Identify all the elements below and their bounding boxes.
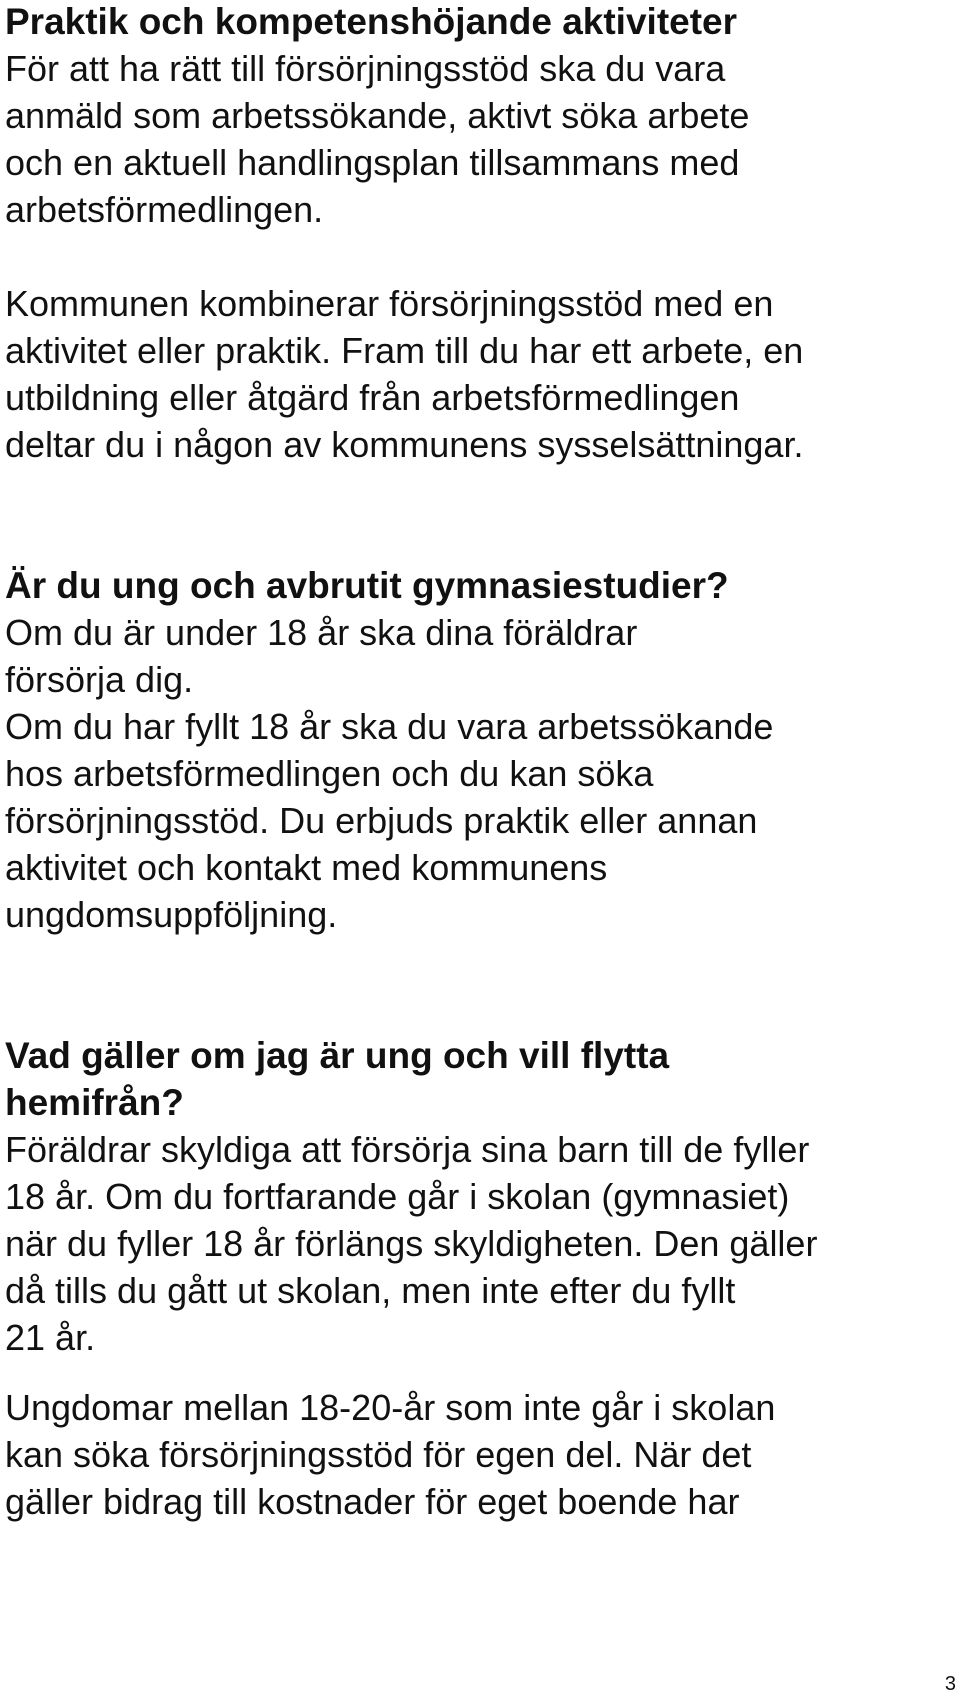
text-line: aktivitet eller praktik. Fram till du har ett arbete, en <box>5 330 804 371</box>
spacer <box>5 233 950 280</box>
heading-line: hemifrån? <box>5 1082 184 1123</box>
text-line: Ungdomar mellan 18-20-år som inte går i skolan <box>5 1387 776 1428</box>
section-heading-ung-avbrutit: Är du ung och avbrutit gymnasiestudier? <box>5 565 729 606</box>
text-line: Kommunen kombinerar försörjningsstöd med en <box>5 283 774 324</box>
section-heading-praktik: Praktik och kompetenshöjande aktiviteter <box>5 1 738 42</box>
text-line: deltar du i någon av kommunens sysselsättningar. <box>5 424 804 465</box>
document-content <box>5 0 950 1525</box>
paragraph-kommunen-kombinerar <box>5 280 950 468</box>
text-line: och en aktuell handlingsplan tillsammans med <box>5 142 740 183</box>
section-heading-flytta-hemifran <box>5 1032 950 1126</box>
spacer <box>5 1361 950 1384</box>
text-line: Om du är under 18 år ska dina föräldrar <box>5 612 638 653</box>
text-line: då tills du gått ut skolan, men inte efter du fyllt <box>5 1270 736 1311</box>
text-line: kan söka försörjningsstöd för egen del. När det <box>5 1434 752 1475</box>
text-line: när du fyller 18 år förlängs skyldigheten. Den gäller <box>5 1223 818 1264</box>
text-line: ungdomsuppföljning. <box>5 894 338 935</box>
paragraph-forsorjningsstod-villkor <box>5 45 950 233</box>
paragraph-ung-avbrutit <box>5 609 950 938</box>
text-line: försörja dig. <box>5 659 194 700</box>
page-number: 3 <box>944 1673 956 1695</box>
text-line: arbetsförmedlingen. <box>5 189 324 230</box>
text-line: anmäld som arbetssökande, aktivt söka arbete <box>5 95 750 136</box>
paragraph-foraldrar-skyldiga <box>5 1126 950 1361</box>
spacer <box>5 468 950 562</box>
text-line: aktivitet och kontakt med kommunens <box>5 847 608 888</box>
text-line: Föräldrar skyldiga att försörja sina barn till de fyller <box>5 1129 810 1170</box>
text-line: Om du har fyllt 18 år ska du vara arbetssökande <box>5 706 774 747</box>
text-line: 18 år. Om du fortfarande går i skolan (gymnasiet) <box>5 1176 790 1217</box>
paragraph-ungdomar-18-20 <box>5 1384 950 1525</box>
text-line: utbildning eller åtgärd från arbetsförmedlingen <box>5 377 740 418</box>
heading-line: Vad gäller om jag är ung och vill flytta <box>5 1035 670 1076</box>
text-line: 21 år. <box>5 1317 96 1358</box>
text-line: För att ha rätt till försörjningsstöd ska du vara <box>5 48 726 89</box>
text-line: hos arbetsförmedlingen och du kan söka <box>5 753 654 794</box>
text-line: gäller bidrag till kostnader för eget boende har <box>5 1481 740 1522</box>
text-line: försörjningsstöd. Du erbjuds praktik eller annan <box>5 800 758 841</box>
spacer <box>5 938 950 1032</box>
